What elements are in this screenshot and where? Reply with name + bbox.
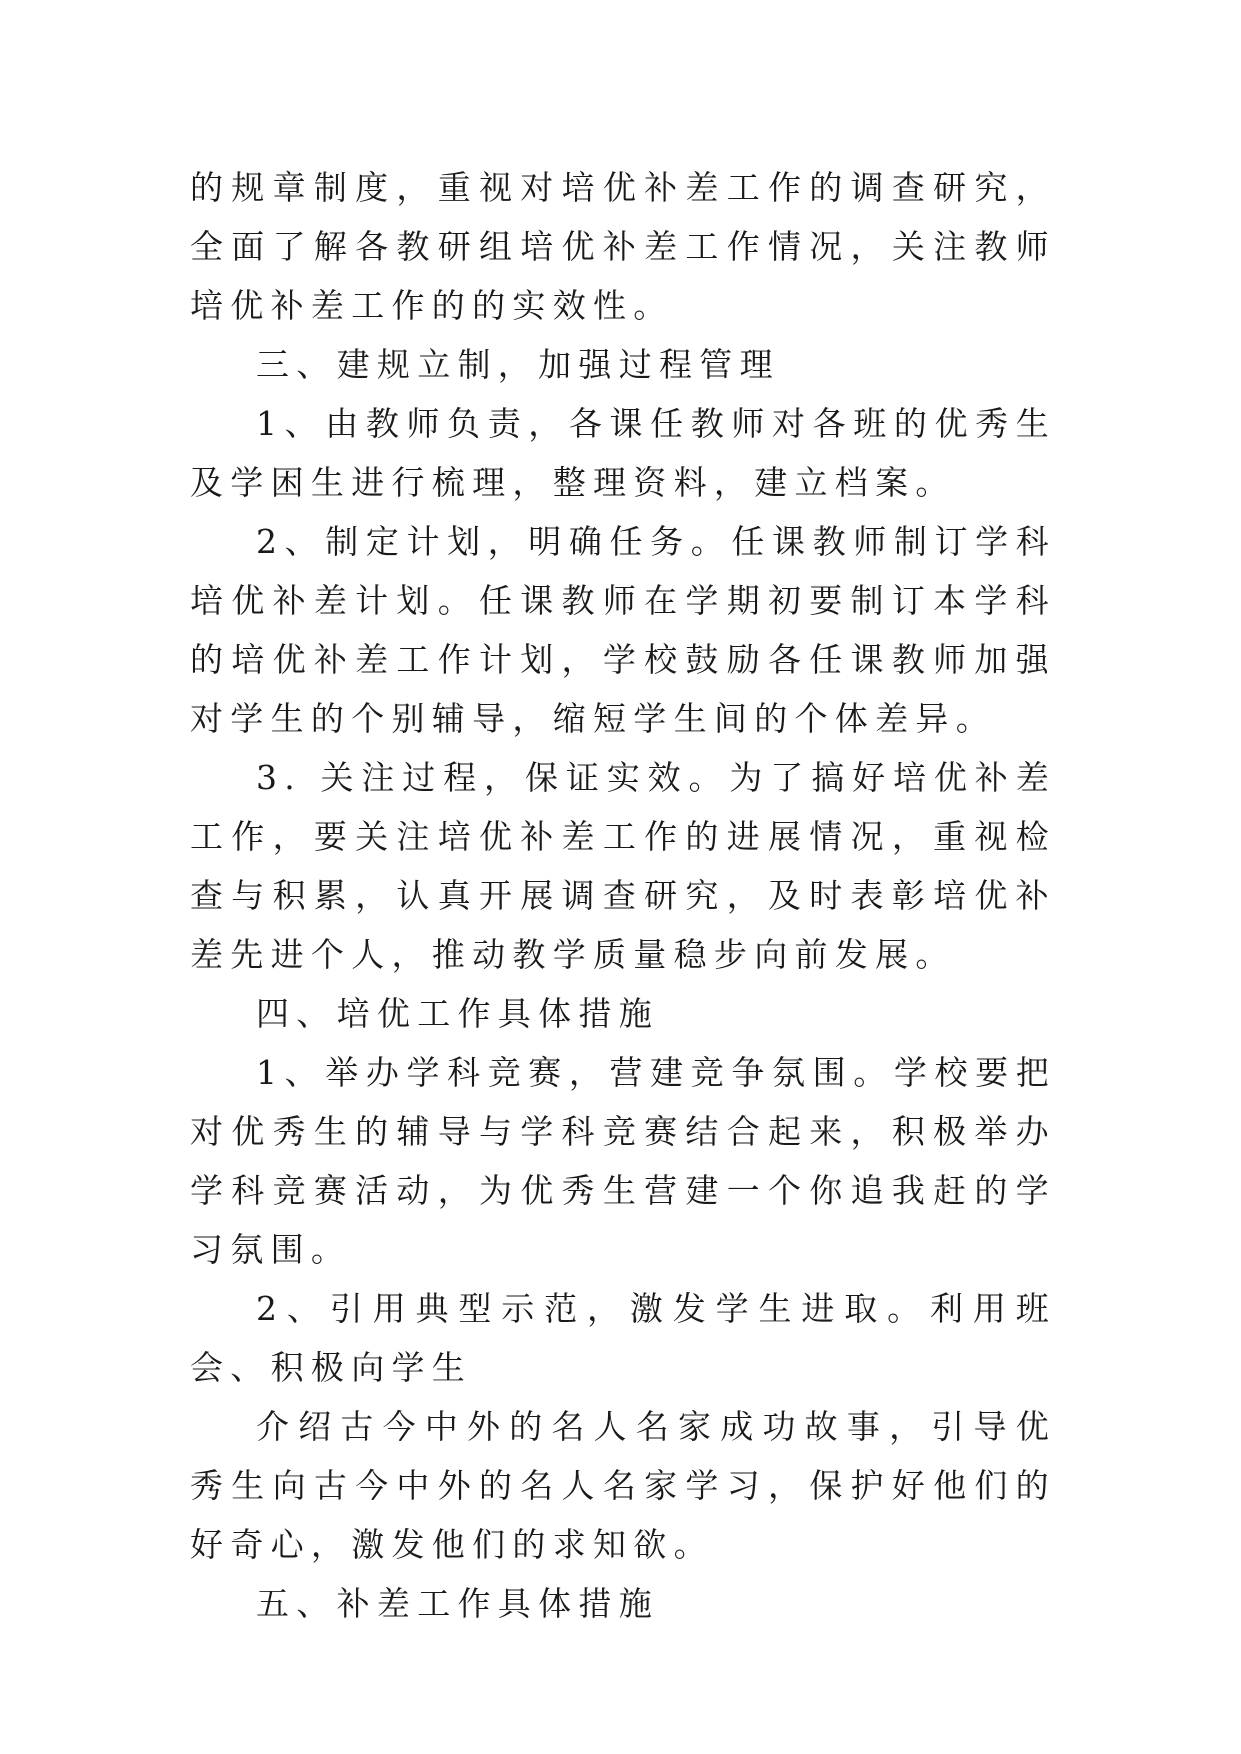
section-heading-3: 三、建规立制，加强过程管理 [256,345,780,384]
document-page [190,158,1056,1633]
paragraph-item-4-2: 2、引用典型示范，激发学生进取。利用班会、积极向学生 [190,1289,1056,1387]
paragraph-item-4-2-cont: 介绍古今中外的名人名家成功故事，引导优秀生向古今中外的名人名家学习，保护好他们的好奇心，激发他们的求知欲。 [190,1407,1056,1564]
paragraph-item-3-2: 2、制定计划，明确任务。任课教师制订学科培优补差计划。任课教师在学期初要制订本学科的培优补差工作计划，学校鼓励各任课教师加强对学生的个别辅导，缩短学生间的个体差异。 [190,522,1056,738]
section-heading-5: 五、补差工作具体措施 [256,1584,659,1623]
paragraph-continuation: 的规章制度，重视对培优补差工作的调查研究，全面了解各教研组培优补差工作情况，关注教师培优补差工作的的实效性。 [190,168,1056,325]
paragraph-item-3-1: 1、由教师负责，各课任教师对各班的优秀生及学困生进行梳理，整理资料，建立档案。 [190,404,1056,502]
paragraph-item-3-3: 3. 关注过程，保证实效。为了搞好培优补差工作，要关注培优补差工作的进展情况，重视检查与积累，认真开展调查研究，及时表彰培优补差先进个人，推动教学质量稳步向前发展。 [190,758,1056,974]
section-heading-4: 四、培优工作具体措施 [256,994,659,1033]
paragraph-item-4-1: 1、举办学科竞赛，营建竞争氛围。学校要把对优秀生的辅导与学科竞赛结合起来，积极举办学科竞赛活动，为优秀生营建一个你追我赶的学习氛围。 [190,1053,1056,1269]
